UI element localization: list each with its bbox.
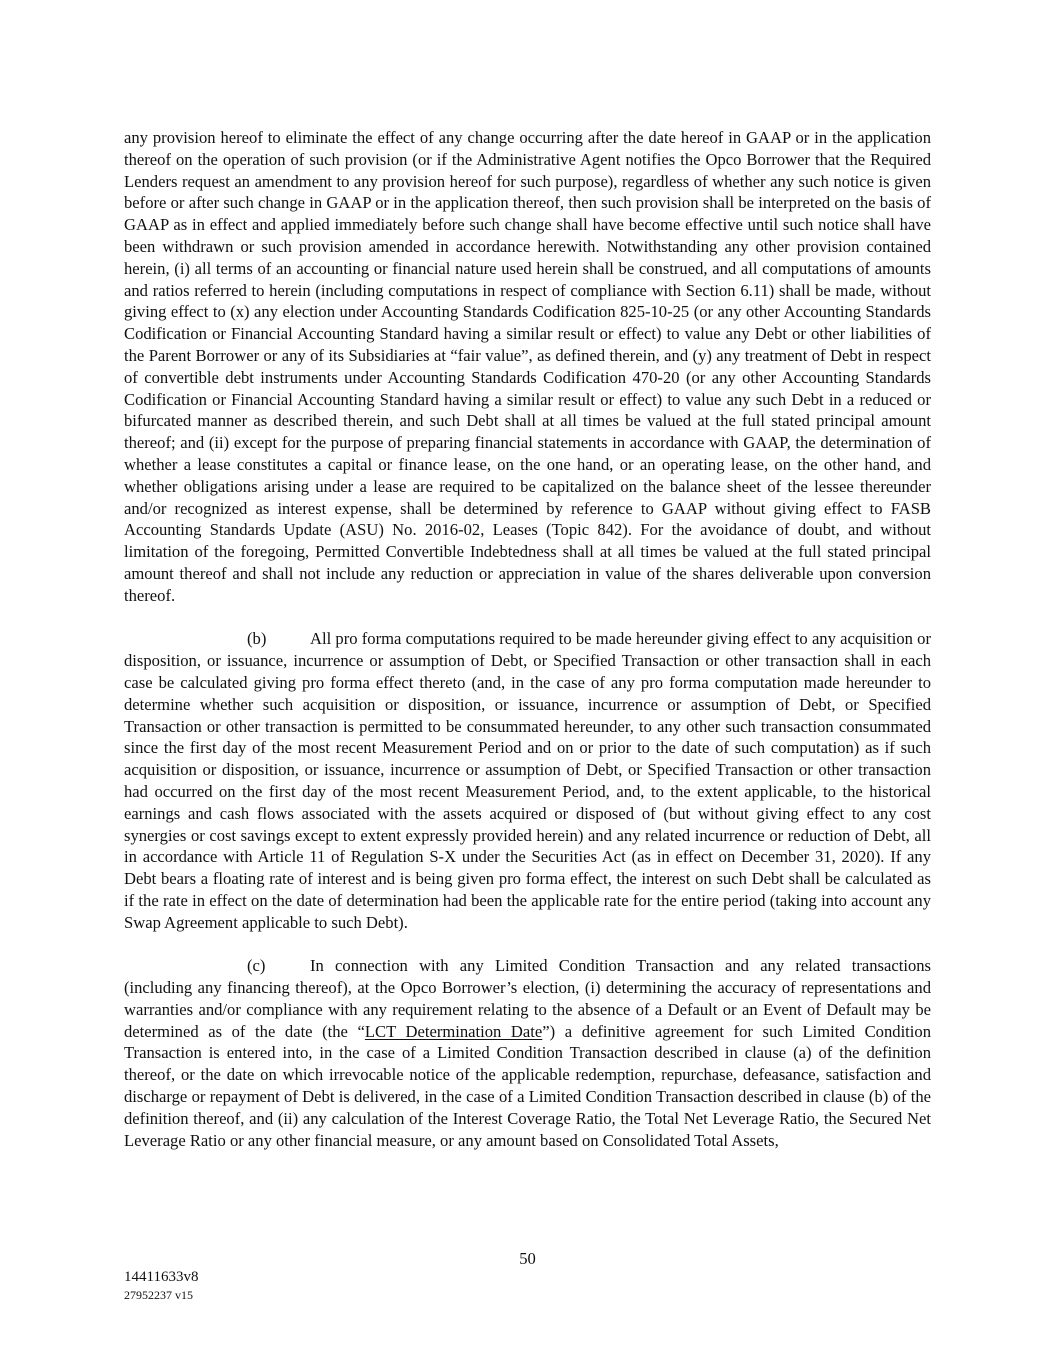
paragraph-b-pro-forma xyxy=(124,628,931,933)
paragraph-text: any provision hereof to eliminate the effect of any change occurring after the date hereof in GAAP or in the application thereof on the operation of such provision (or if the Administrative Agent notifies the Opco Borrower that the Required Lenders request an amendment to any provision hereof for such purpose), regardless of whether any such notice is given before or after such change in GAAP or in the application thereof, then such provision shall be interpreted on the basis of GAAP as in effect and applied immediately before such change shall have become effective until such notice shall have been withdrawn or such provision amended in accordance herewith. Notwithstanding any other provision contained herein, (i) all terms of an accounting or financial nature used herein shall be construed, and all computations of amounts and ratios referred to herein (including computations in respect of compliance with Section 6.11) shall be made, without giving effect to (x) any election under Accounting Standards Codification 825-10-25 (or any other Accounting Standards Codification or Financial Accounting Standard having a similar result or effect) to value any Debt or other liabilities of the Parent Borrower or any of its Subsidiaries at “fair value”, as defined therein, and (y) any treatment of Debt in respect of convertible debt instruments under Accounting Standards Codification 470-20 (or any other Accounting Standards Codification or Financial Accounting Standard having a similar result or effect) to value any such Debt in a reduced or bifurcated manner as described therein, and such Debt shall at all times be valued at the full stated principal amount thereof; and (ii) except for the purpose of preparing financial statements in accordance with GAAP, the determination of whether a lease constitutes a capital or finance lease, on the one hand, or an operating lease, on the other hand, and whether obligations arising under a lease are required to be capitalized on the balance sheet of the lessee thereunder and/or recognized as interest expense, shall be determined by reference to GAAP without giving effect to FASB Accounting Standards Update (ASU) No. 2016-02, Leases (Topic 842). For the avoidance of doubt, and without limitation of the foregoing, Permitted Convertible Indebtedness shall at all times be valued at the full stated principal amount thereof and shall not include any reduction or appreciation in value of the shares deliverable upon conversion thereof. xyxy=(124,128,931,605)
document-body xyxy=(124,127,931,1151)
document-id-secondary: 27952237 v15 xyxy=(124,1288,193,1302)
paragraph-text: All pro forma computations required to be made hereunder giving effect to any acquisition or disposition, or issuance, incurrence or assumption of Debt, or Specified Transaction or other transaction shall in each case be calculated giving pro forma effect thereto (and, in the case of any pro forma computation made hereunder to determine whether such acquisition or disposition, or issuance, incurrence or assumption of Debt, or Specified Transaction or other transaction is permitted to be consummated hereunder, to any other such transaction consummated since the first day of the most recent Measurement Period and on or prior to the date of such computation) as if such acquisition or disposition, or issuance, incurrence or assumption of Debt, or Specified Transaction or other transaction had occurred on the first day of the most recent Measurement Period, and, to the extent applicable, to the historical earnings and cash flows associated with the assets acquired or disposed of (but without giving effect to any cost synergies or cost savings except to extent expressly provided herein) and any related incurrence or reduction of Debt, all in accordance with Article 11 of Regulation S-X under the Securities Act (as in effect on December 31, 2020). If any Debt bears a floating rate of interest and is being given pro forma effect, the interest on such Debt shall be calculated as if the rate in effect on the date of determination had been the applicable rate for the entire period (taking into account any Swap Agreement applicable to such Debt). xyxy=(124,629,931,932)
defined-term-lct-determination-date: LCT Determination Date xyxy=(364,1021,543,1041)
paragraph-c-limited-condition xyxy=(124,955,931,1151)
document-id-primary: 14411633v8 xyxy=(124,1269,199,1285)
clause-label-b: (b) xyxy=(247,629,267,649)
paragraph-text-continued: ”) a definitive agreement for such Limited Condition Transaction is entered into, in the case of a Limited Condition Transaction described in clause (a) of the definition thereof, or the date on which irrevocable notice of the applicable redemption, repurchase, defeasance, satisfaction and discharge or repayment of Debt is delivered, in the case of a Limited Condition Transaction described in clause (b) of the definition thereof, and (ii) any calculation of the Interest Coverage Ratio, the Total Net Leverage Ratio, the Secured Net Leverage Ratio or any other financial measure, or any amount based on Consolidated Total Assets, xyxy=(124,1021,931,1150)
clause-label-c: (c) xyxy=(247,956,266,976)
page-number: 50 xyxy=(519,1249,536,1268)
paragraph-text: In connection with any Limited Condition Transaction and any related transactions (including any financing thereof), at the Opco Borrower’s election, (i) determining the accuracy of representations and warranties and/or compliance with any requirement relating to the absence of a Default or an Event of Default may be determined as of the date (the “ xyxy=(124,956,931,1041)
paragraph-gaap-provision xyxy=(124,127,931,607)
